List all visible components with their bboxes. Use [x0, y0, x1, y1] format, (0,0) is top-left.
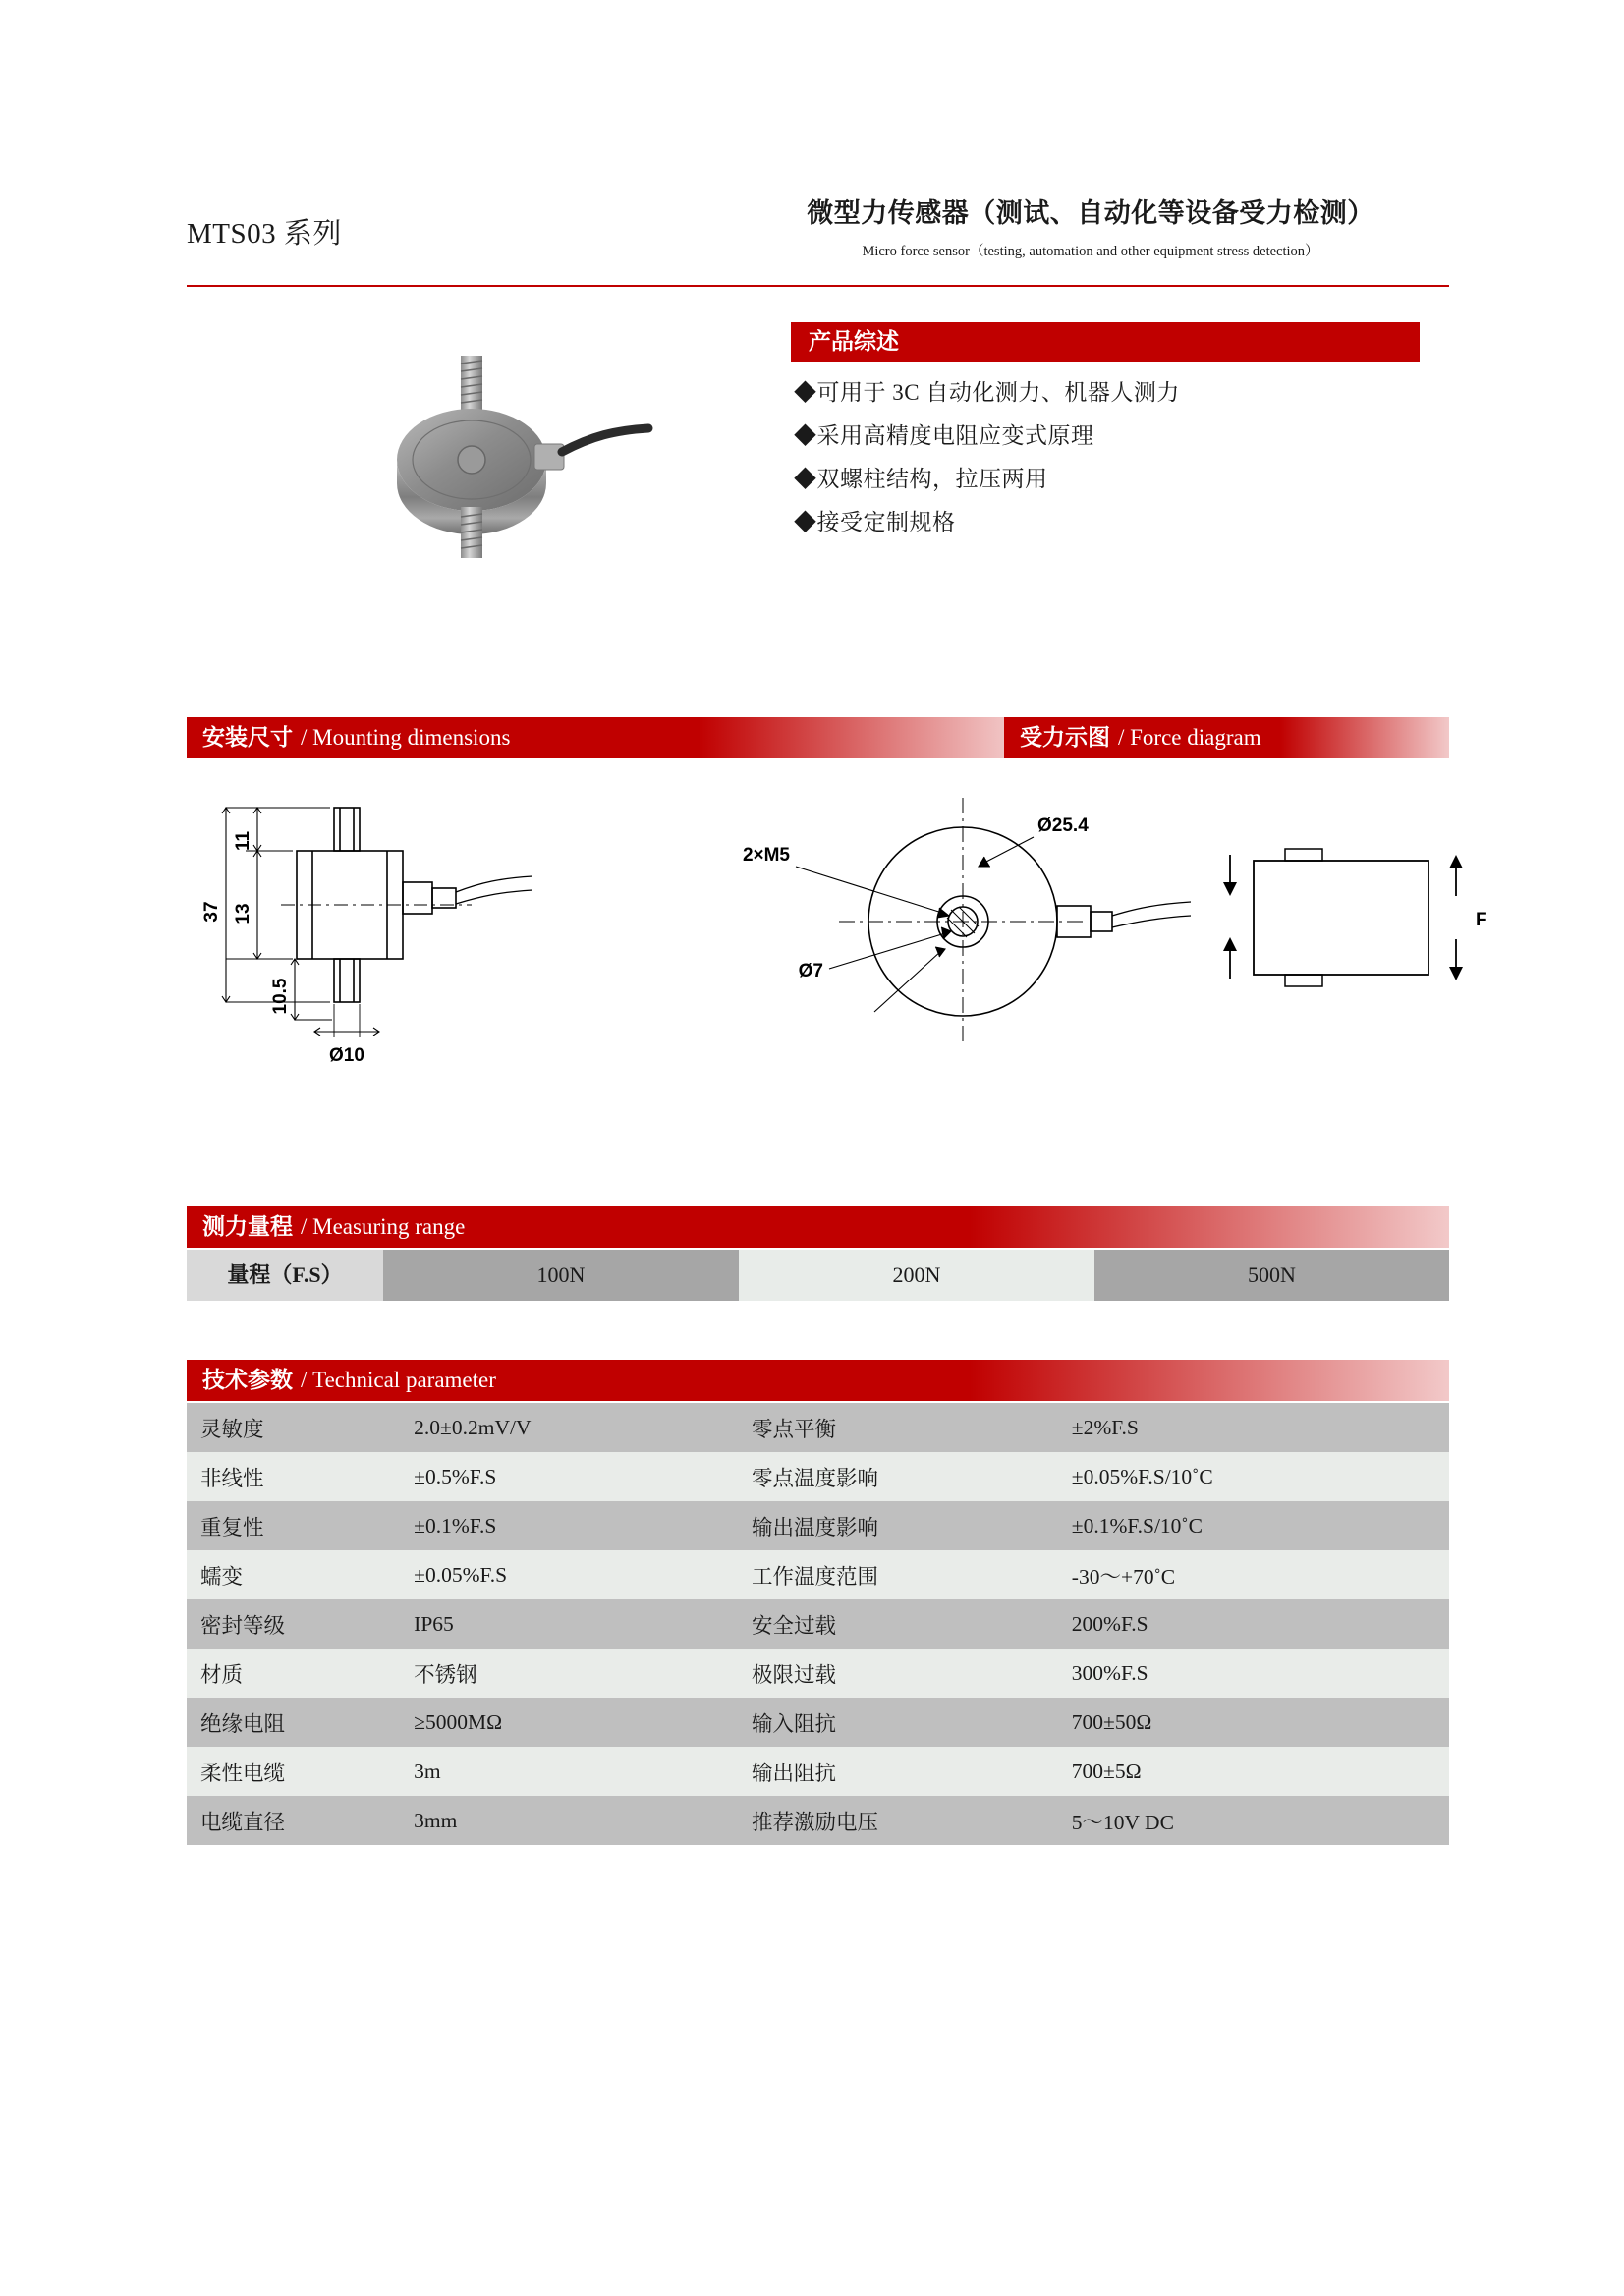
table-row	[187, 1698, 1449, 1747]
param-key: 电缆直径	[187, 1796, 400, 1845]
dim-label-11: 11	[233, 830, 253, 852]
param-value: 300%F.S	[1058, 1649, 1449, 1698]
param-key: 蠕变	[187, 1550, 400, 1599]
param-key: 材质	[187, 1649, 400, 1698]
param-value: ±0.05%F.S/10˚C	[1058, 1452, 1449, 1501]
section-title-force: 受力示图	[1020, 725, 1110, 750]
param-value: ±0.5%F.S	[400, 1452, 738, 1501]
section-title-mounting: 安装尺寸	[202, 725, 293, 750]
range-value-1: 100N	[383, 1250, 739, 1301]
section-subtitle-range: / Measuring range	[301, 1214, 466, 1239]
front-view-drawing	[796, 798, 1191, 1045]
force-diagram-drawing	[1223, 849, 1463, 986]
param-key: 绝缘电阻	[187, 1698, 400, 1747]
page-header	[187, 192, 1444, 280]
param-key: 极限过载	[738, 1649, 1058, 1698]
section-bar-range	[187, 1206, 1449, 1248]
list-item: ◆接受定制规格	[794, 510, 956, 534]
dim-label-2xm5: 2×M5	[742, 845, 790, 866]
table-row	[187, 1599, 1449, 1649]
overview-section-bar	[791, 322, 1420, 362]
param-value: 700±50Ω	[1058, 1698, 1449, 1747]
param-value: 200%F.S	[1058, 1599, 1449, 1649]
section-title-range: 测力量程	[202, 1214, 293, 1239]
table-row	[187, 1550, 1449, 1599]
overview-title: 产品综述	[809, 329, 899, 354]
series-title: MTS03 系列	[187, 218, 342, 250]
range-row-header: 量程（F.S）	[187, 1250, 383, 1301]
section-subtitle-tech: / Technical parameter	[301, 1368, 496, 1392]
dim-label-d7: Ø7	[798, 961, 823, 981]
dim-label-d10: Ø10	[329, 1045, 364, 1066]
list-item: ◆可用于 3C 自动化测力、机器人测力	[794, 380, 1180, 405]
section-title-tech: 技术参数	[202, 1368, 293, 1392]
overview-list	[794, 371, 1432, 544]
param-key: 输出温度影响	[738, 1501, 1058, 1550]
section-bar-mounting	[187, 717, 1012, 758]
table-row	[187, 1649, 1449, 1698]
table-row	[187, 1501, 1449, 1550]
force-label-f: F	[1476, 910, 1487, 930]
table-row	[187, 1796, 1449, 1845]
dim-label-10-5: 10.5	[270, 978, 291, 1015]
dim-label-37: 37	[201, 901, 222, 923]
param-key: 输入阻抗	[738, 1698, 1058, 1747]
param-key: 零点平衡	[738, 1403, 1058, 1452]
cable	[562, 428, 648, 452]
param-value: -30～+70˚C	[1058, 1550, 1449, 1599]
range-value-3: 500N	[1094, 1250, 1449, 1301]
dim-label-d25-4: Ø25.4	[1037, 815, 1089, 836]
table-row	[187, 1403, 1449, 1452]
param-key: 重复性	[187, 1501, 400, 1550]
param-value: 700±5Ω	[1058, 1747, 1449, 1796]
param-key: 输出阻抗	[738, 1747, 1058, 1796]
param-value: ±0.1%F.S	[400, 1501, 738, 1550]
section-subtitle-force: / Force diagram	[1118, 725, 1261, 750]
param-key: 安全过载	[738, 1599, 1058, 1649]
table-row	[187, 1747, 1449, 1796]
param-value: ±0.05%F.S	[400, 1550, 738, 1599]
drawings-area	[187, 776, 1487, 1130]
param-key: 工作温度范围	[738, 1550, 1058, 1599]
param-key: 柔性电缆	[187, 1747, 400, 1796]
dim-label-13: 13	[233, 903, 253, 924]
table-row	[187, 1452, 1449, 1501]
param-key: 灵敏度	[187, 1403, 400, 1452]
param-value: 2.0±0.2mV/V	[400, 1403, 738, 1452]
product-title-block	[737, 192, 1444, 260]
param-value: ±0.1%F.S/10˚C	[1058, 1501, 1449, 1550]
param-value: 3m	[400, 1747, 738, 1796]
list-item: ◆采用高精度电阻应变式原理	[794, 423, 1094, 448]
param-key: 非线性	[187, 1452, 400, 1501]
param-value: IP65	[400, 1599, 738, 1649]
header-divider	[187, 285, 1449, 287]
param-key: 推荐激励电压	[738, 1796, 1058, 1845]
measuring-range-table	[187, 1250, 1449, 1301]
page-title: 微型力传感器（测试、自动化等设备受力检测）	[807, 198, 1374, 228]
param-key: 零点温度影响	[738, 1452, 1058, 1501]
page-subtitle: Micro force sensor（testing, automation and other equipment stress detection）	[862, 244, 1319, 259]
param-value: 5～10V DC	[1058, 1796, 1449, 1845]
section-bar-tech	[187, 1360, 1449, 1401]
side-view-drawing	[222, 808, 532, 1037]
product-photo	[324, 334, 648, 580]
section-bar-force	[1004, 717, 1449, 758]
technical-parameter-table	[187, 1403, 1449, 1845]
range-value-2: 200N	[739, 1250, 1094, 1301]
param-value: ±2%F.S	[1058, 1403, 1449, 1452]
list-item: ◆双螺柱结构，拉压两用	[794, 467, 1048, 491]
param-value: ≥5000MΩ	[400, 1698, 738, 1747]
param-value: 3mm	[400, 1796, 738, 1845]
section-subtitle-mounting: / Mounting dimensions	[301, 725, 511, 750]
param-key: 密封等级	[187, 1599, 400, 1649]
param-value: 不锈钢	[400, 1649, 738, 1698]
